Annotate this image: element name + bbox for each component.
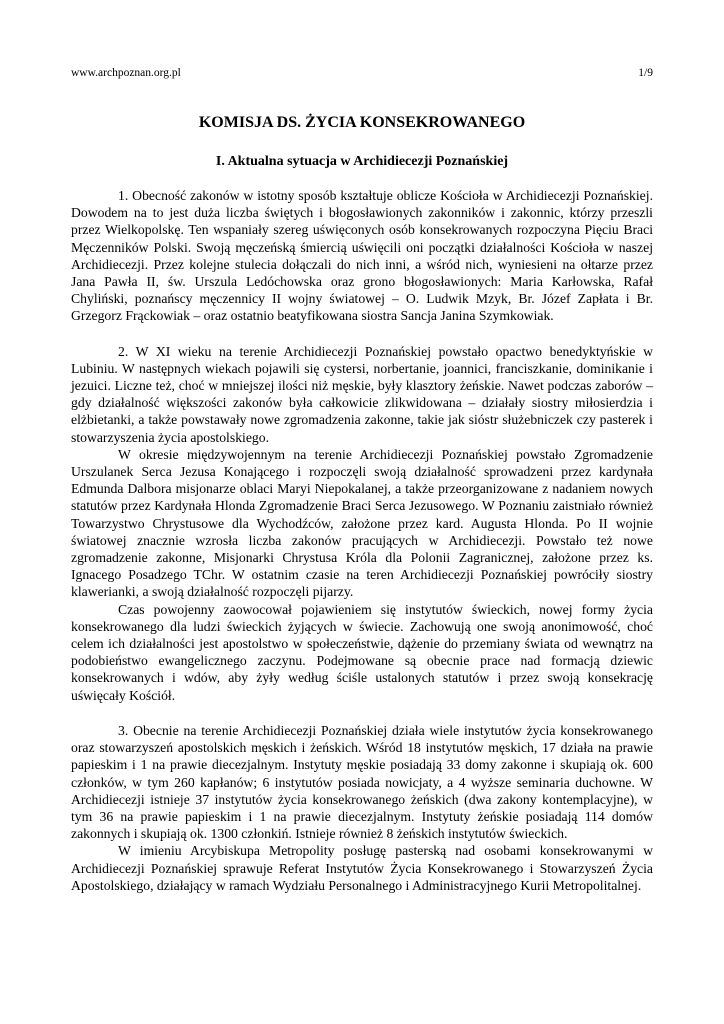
document-title: KOMISJA DS. ŻYCIA KONSEKROWANEGO xyxy=(198,114,526,131)
page-header xyxy=(71,66,653,80)
paragraph-3: W okresie międzywojennym na terenie Archidiecezji Poznańskiej powstało Zgromadzenie Urszulanek Serca Jezusa Konającego i rozpoczęli swoją działalność sprowadzeni przez kardynała Edmunda Dalbora misjonarze oblaci Maryi Niepokalanej, a także przeorganizowane z nadaniem nowych statutów przez Kardynała Hlonda Zgromadzenie Braci Serca Jezusowego. W Poznaniu zaistniało również Towarzystwo Chrystusowe dla Wychodźców, założone przez kard. Augusta Hlonda. Po II wojnie światowej znacznie wzrosła liczba zakonów pracujących w Archidiecezji. Powstało też nowe zgromadzenie zakonne, Misjonarki Chrystusa Króla dla Polonii Zagranicznej, założone przez ks. Ignacego Posadzego TChr. W ostatnim czasie na teren Archidiecezji Poznańskiej powróciły siostry klawerianki, a swoją działalność rozpoczęli pijarzy. xyxy=(71,446,653,600)
header-url: www.archpoznan.org.pl xyxy=(71,67,181,79)
paragraph-1: 1. Obecność zakonów w istotny sposób kształtuje oblicze Kościoła w Archidiecezji Poznańskiej. Dowodem na to jest duża liczba świętych i błogosławionych zakonników i zakonnic, którzy przeszli przez Wielkopolskę. Ten wspaniały szereg uświęconych osób konsekrowanych rozpoczyna Pięciu Braci Męczenników Polski. Swoją męczeńską śmiercią uświęcili oni początki działalności Kościoła w naszej Archidiecezji. Przez kolejne stulecia dołączali do nich inni, a wśród nich, wyniesieni na ołtarze przez Jana Pawła II, św. Urszula Ledóchowska oraz grono błogosławionych: Maria Karłowska, Rafał Chyliński, poznańscy męczennicy II wojny światowej – O. Ludwik Mzyk, Br. Józef Zapłata i Br. Grzegorz Frąckowiak – oraz ostatnio beatyfikowana siostra Sancja Janina Szymkowiak. xyxy=(71,188,653,324)
section-title: I. Aktualna sytuacja w Archidiecezji Poznańskiej xyxy=(215,154,509,169)
document-page xyxy=(71,66,653,894)
paragraph-5: 3. Obecnie na terenie Archidiecezji Poznańskiej działa wiele instytutów życia konsekrowanego oraz stowarzyszeń apostolskich męskich i żeńskich. Wśród 18 instytutów męskich, 17 działa na prawie papieskim i 1 na prawie diecezjalnym. Instytuty męskie posiadają 33 domy zakonne i skupiają ok. 600 członków, w tym 260 kapłanów; 6 instytutów posiada nowicjaty, a 4 wyższe seminaria duchowne. W Archidiecezji istnieje 37 instytutów życia konsekrowanego żeńskich (dwa zakony kontemplacyjne), w tym 36 na prawie papieskim i 1 na prawie diecezjalnym. Instytuty żeńskie posiadają 114 domów zakonnych i skupiają ok. 1300 członkiń. Istnieje również 8 żeńskich instytutów świeckich. xyxy=(71,722,653,842)
page-number: 1/9 xyxy=(638,67,653,79)
paragraph-2: 2. W XI wieku na terenie Archidiecezji Poznańskiej powstało opactwo benedyktyńskie w Lubiniu. W następnych wiekach pojawili się cystersi, norbertanie, joannici, franciszkanie, dominikanie i jezuici. Liczne też, choć w mniejszej ilości niż męskie, były klasztory żeńskie. Nawet podczas zaborów – gdy działalność większości zakonów była całkowicie zlikwidowana – działały siostry miłosierdzia i elżbietanki, a także powstawały nowe zgromadzenia zakonne, takie jak sióstr służebniczek czy pasterek i stowarzyszenia życia apostolskiego. xyxy=(71,343,653,445)
paragraph-4: Czas powojenny zaowocował pojawieniem się instytutów świeckich, nowej formy życia konsekrowanego dla ludzi świeckich żyjących w świecie. Zachowują one swoją anonimowość, choć celem ich działalności jest apostolstwo w społeczeństwie, dążenie do przemiany świata od wewnątrz na podobieństwo ewangelicznego zaczynu. Podejmowane są obecnie prace nad formacją dziewic konsekrowanych i wdów, aby żyły według ściśle ustalonych statutów i przez swoją konsekrację uświęcały Kościół. xyxy=(71,601,653,703)
paragraph-6: W imieniu Arcybiskupa Metropolity posługę pasterską nad osobami konsekrowanymi w Archidiecezji Poznańskiej sprawuje Referat Instytutów Życia Konsekrowanego i Stowarzyszeń Życia Apostolskiego, działający w ramach Wydziału Personalnego i Administracyjnego Kurii Metropolitalnej. xyxy=(71,843,653,893)
